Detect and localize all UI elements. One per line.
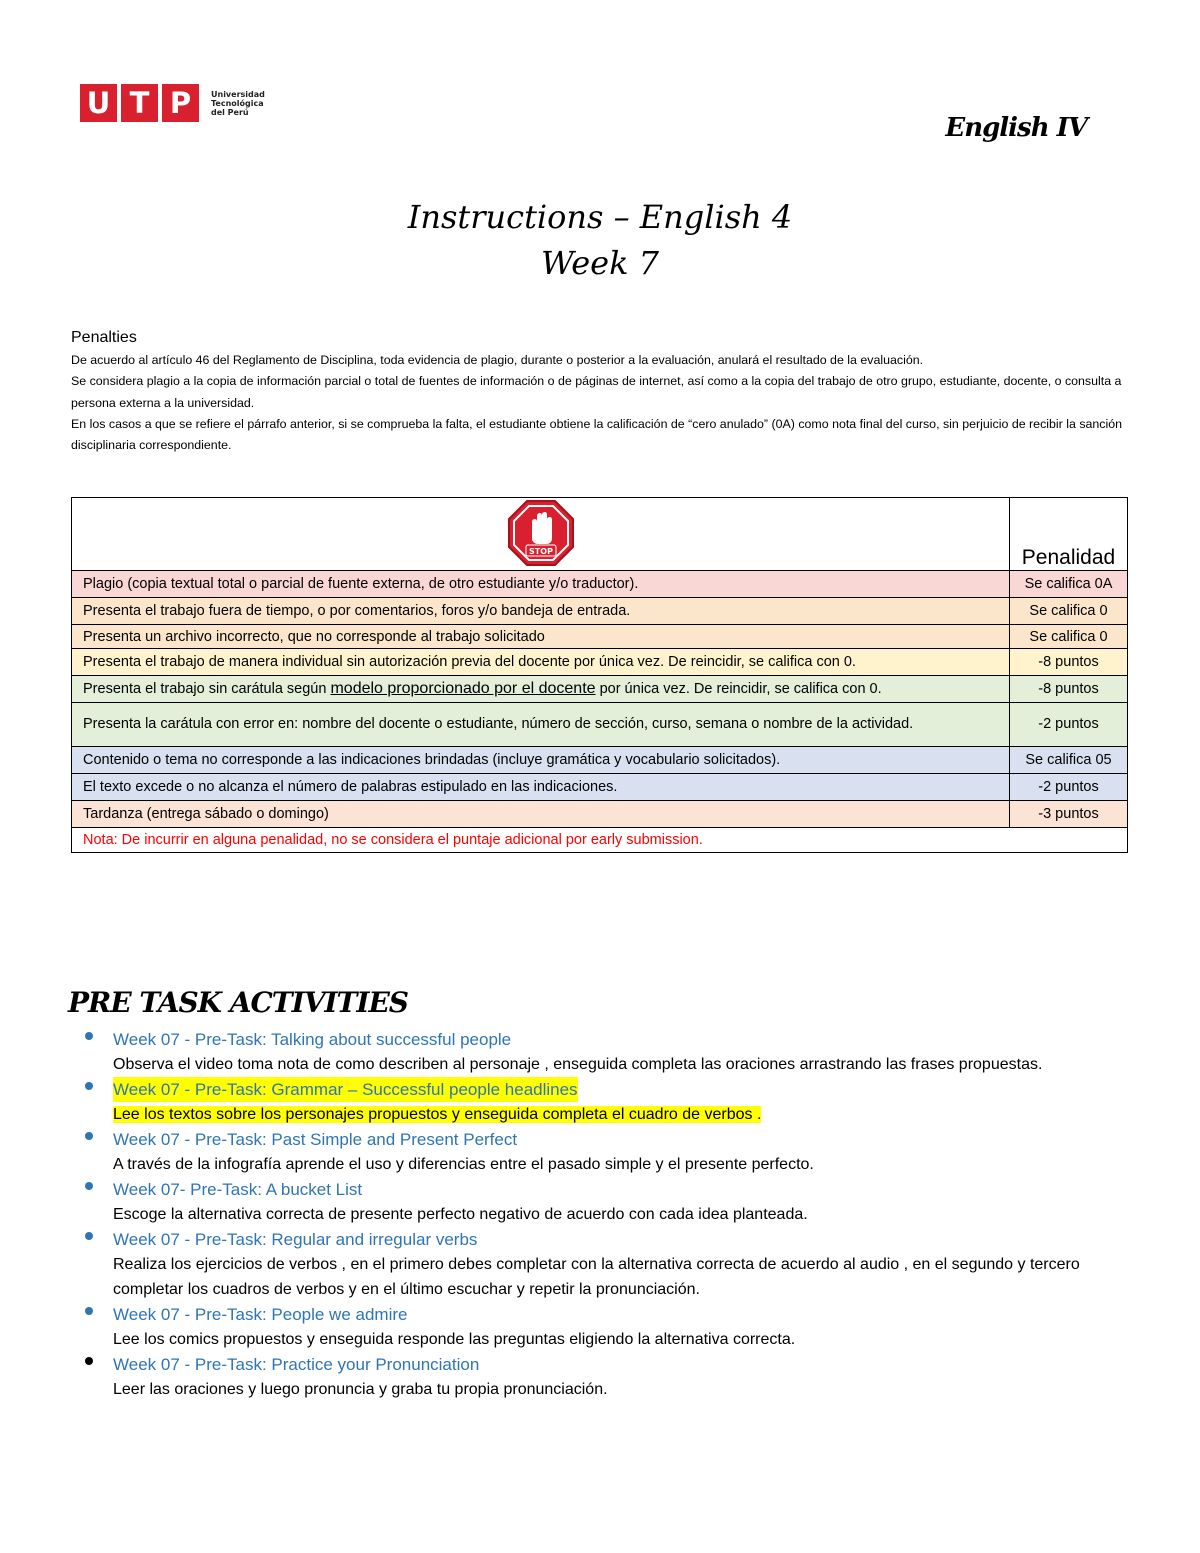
bullet-icon [85,1182,93,1190]
logo-text-line: Tecnológica [211,98,264,108]
logo-letter-t: T [121,84,158,122]
logo-letter-u: U [80,84,117,122]
logo-university-name [211,90,271,117]
table-row [72,649,1128,676]
penalty-desc: Presenta el trabajo fuera de tiempo, o por comentarios, foros y/o bandeja de entrada. [72,598,1010,625]
activity-link[interactable]: Week 07 - Pre-Task: Grammar – Successful people headlines [113,1077,578,1102]
penalidad-header: Penalidad [1010,498,1128,571]
penalties-heading: Penalties [71,329,137,346]
list-item [85,1027,1145,1077]
logo-letter-p: P [162,84,199,122]
modelo-link[interactable]: modelo proporcionado por el docente [330,680,596,697]
activity-desc: Leer las oraciones y luego pronuncia y graba tu propia pronunciación. [113,1381,608,1398]
activity-link[interactable]: Week 07 - Pre-Task: Past Simple and Present Perfect [113,1130,518,1149]
bullet-icon [85,1032,93,1040]
penalties-paragraph: Se considera plagio a la copia de información parcial o total de fuentes de información o de páginas de internet, así como a la copia del trabajo de otro grupo, estudiante, docente, o consulta a persona externa a la universidad. [71,374,1122,410]
bullet-icon [85,1357,93,1365]
activity-link[interactable]: Week 07 - Pre-Task: People we admire [113,1305,408,1324]
activity-desc: Escoge la alternativa correcta de presente perfecto negativo de acuerdo con cada idea planteada. [113,1206,808,1223]
penalty-desc-text: por única vez. De reincidir, se califica con 0. [595,681,882,697]
penalty-value: -3 puntos [1010,801,1128,828]
table-row [72,703,1128,747]
table-note-row [72,828,1128,853]
table-row [72,801,1128,828]
list-item [85,1302,1145,1352]
bullet-icon [85,1307,93,1315]
penalty-desc: Contenido o tema no corresponde a las indicaciones brindadas (incluye gramática y vocabulario solicitados). [72,747,1010,774]
activity-desc: Lee los textos sobre los personajes propuestos y enseguida completa el cuadro de verbos . [113,1106,762,1123]
activity-link[interactable]: Week 07 - Pre-Task: Talking about successful people [113,1030,512,1049]
list-item [85,1177,1145,1227]
penalties-paragraph: En los casos a que se refiere el párrafo anterior, si se comprueba la falta, el estudiante obtiene la calificación de “cero anulado” (0A) como nota final del curso, sin perjuicio de recibir la sanción disciplinaria correspondiente. [71,416,1123,453]
course-name: English IV [945,113,1087,143]
table-row [72,774,1128,801]
list-item [85,1227,1145,1302]
activity-desc: A través de la infografía aprende el uso y diferencias entre el pasado simple y el presente perfecto. [113,1156,814,1173]
penalty-desc: Plagio (copia textual total o parcial de fuente externa, de otro estudiante y/o traductor). [72,571,1010,598]
stop-cell [72,498,1010,571]
penalty-value: -8 puntos [1010,676,1128,703]
activity-link[interactable]: Week 07- Pre-Task: A bucket List [113,1180,363,1199]
penalty-table [71,497,1128,853]
page-title: Instructions – English 4 [407,198,793,236]
penalty-desc: Presenta un archivo incorrecto, que no corresponde al trabajo solicitado [72,625,1010,649]
utp-logo [80,84,271,122]
bullet-icon [85,1082,93,1090]
table-row [72,598,1128,625]
activity-desc: Lee los comics propuestos y enseguida responde las preguntas eligiendo la alternativa correcta. [113,1331,796,1348]
activity-link[interactable]: Week 07 - Pre-Task: Practice your Pronunciation [113,1355,480,1374]
table-note: Nota: De incurrir en alguna penalidad, no se considera el puntaje adicional por early submission. [72,828,1128,853]
penalties-paragraph: De acuerdo al artículo 46 del Reglamento de Disciplina, toda evidencia de plagio, durante o posterior a la evaluación, anulará el resultado de la evaluación. [71,353,924,367]
table-row [72,625,1128,649]
list-item [85,1077,1145,1127]
stop-sign-icon [508,500,574,566]
stop-sign-text: STOP [528,547,553,556]
week-title: Week 7 [540,244,660,282]
penalty-desc-text: Presenta el trabajo sin carátula según [83,681,331,697]
penalty-desc: Tardanza (entrega sábado o domingo) [72,801,1010,828]
penalty-value: -2 puntos [1010,703,1128,747]
list-item [85,1352,1145,1402]
penalty-value: Se califica 0 [1010,625,1128,649]
logo-text-line: del Perú [211,107,249,117]
bullet-icon [85,1132,93,1140]
penalty-value: -8 puntos [1010,649,1128,676]
penalty-desc [72,676,1010,703]
pre-task-heading: PRE TASK ACTIVITIES [68,986,409,1019]
penalty-value: Se califica 05 [1010,747,1128,774]
logo-text-line: Universidad [211,89,265,99]
activity-desc: Realiza los ejercicios de verbos , en el primero debes completar con la alternativa correcta de acuerdo al audio , en el segundo y tercero completar los cuadros de verbos y en el último escuchar y repetir la pronunciación. [113,1256,1080,1298]
table-header-row [72,498,1128,571]
bullet-icon [85,1232,93,1240]
table-row [72,676,1128,703]
table-row [72,571,1128,598]
penalty-value: Se califica 0 [1010,598,1128,625]
penalty-value: Se califica 0A [1010,571,1128,598]
penalties-text [71,350,1131,456]
list-item [85,1127,1145,1177]
penalty-desc: Presenta la carátula con error en: nombre del docente o estudiante, número de sección, curso, semana o nombre de la actividad. [72,703,1010,747]
penalty-desc: El texto excede o no alcanza el número de palabras estipulado en las indicaciones. [72,774,1010,801]
activity-desc: Observa el video toma nota de como describen al personaje , enseguida completa las oraciones arrastrando las frases propuestas. [113,1056,1043,1073]
penalty-value: -2 puntos [1010,774,1128,801]
table-row [72,747,1128,774]
penalty-desc: Presenta el trabajo de manera individual sin autorización previa del docente por única vez. De reincidir, se califica con 0. [72,649,1010,676]
activity-link[interactable]: Week 07 - Pre-Task: Regular and irregular verbs [113,1230,478,1249]
activity-list [85,1027,1145,1402]
